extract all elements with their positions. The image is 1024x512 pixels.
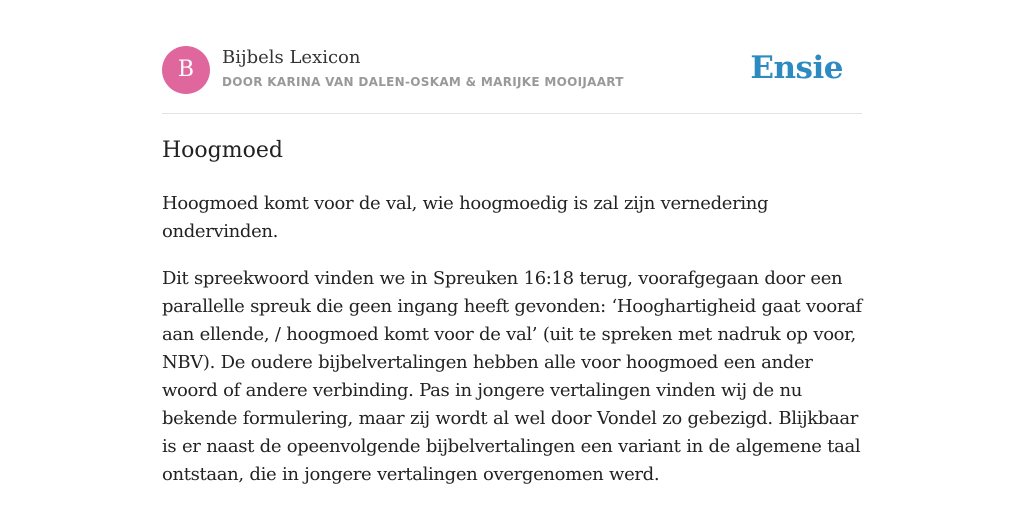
header-divider xyxy=(162,113,862,114)
entry-paragraph: Hoogmoed komt voor de val, wie hoogmoedig is zal zijn vernedering ondervinden. xyxy=(162,193,769,242)
source-authors: DOOR KARINA VAN DALEN-OSKAM & MARIJKE MOOIJAART xyxy=(222,75,624,89)
source-avatar[interactable]: B xyxy=(162,46,210,94)
entry-body xyxy=(162,190,862,508)
entry-title: Hoogmoed xyxy=(162,138,283,163)
ensie-logo[interactable]: Ensie xyxy=(750,50,843,86)
source-header xyxy=(162,46,862,96)
source-title-link[interactable]: Bijbels Lexicon xyxy=(222,47,361,68)
entry-paragraph: Dit spreekwoord vinden we in Spreuken 16:18 terug, voorafgegaan door een parallelle spreuk die geen ingang heeft gevonden: ‘Hooghartigheid gaat vooraf aan ellende, / hoogmoed komt voor de val’ (uit te spreken met nadruk op voor, NBV). De oudere bijbelvertalingen hebben alle voor hoogmoed een ander woord of andere verbinding. Pas in jongere vertalingen vinden wij de nu bekende formulering, maar zij wordt al wel door Vondel zo gebezigd. Blijkbaar is er naast de opeenvolgende bijbelvertalingen een variant in de algemene taal ontstaan, die in jongere vertalingen overgenomen werd. xyxy=(162,268,862,485)
